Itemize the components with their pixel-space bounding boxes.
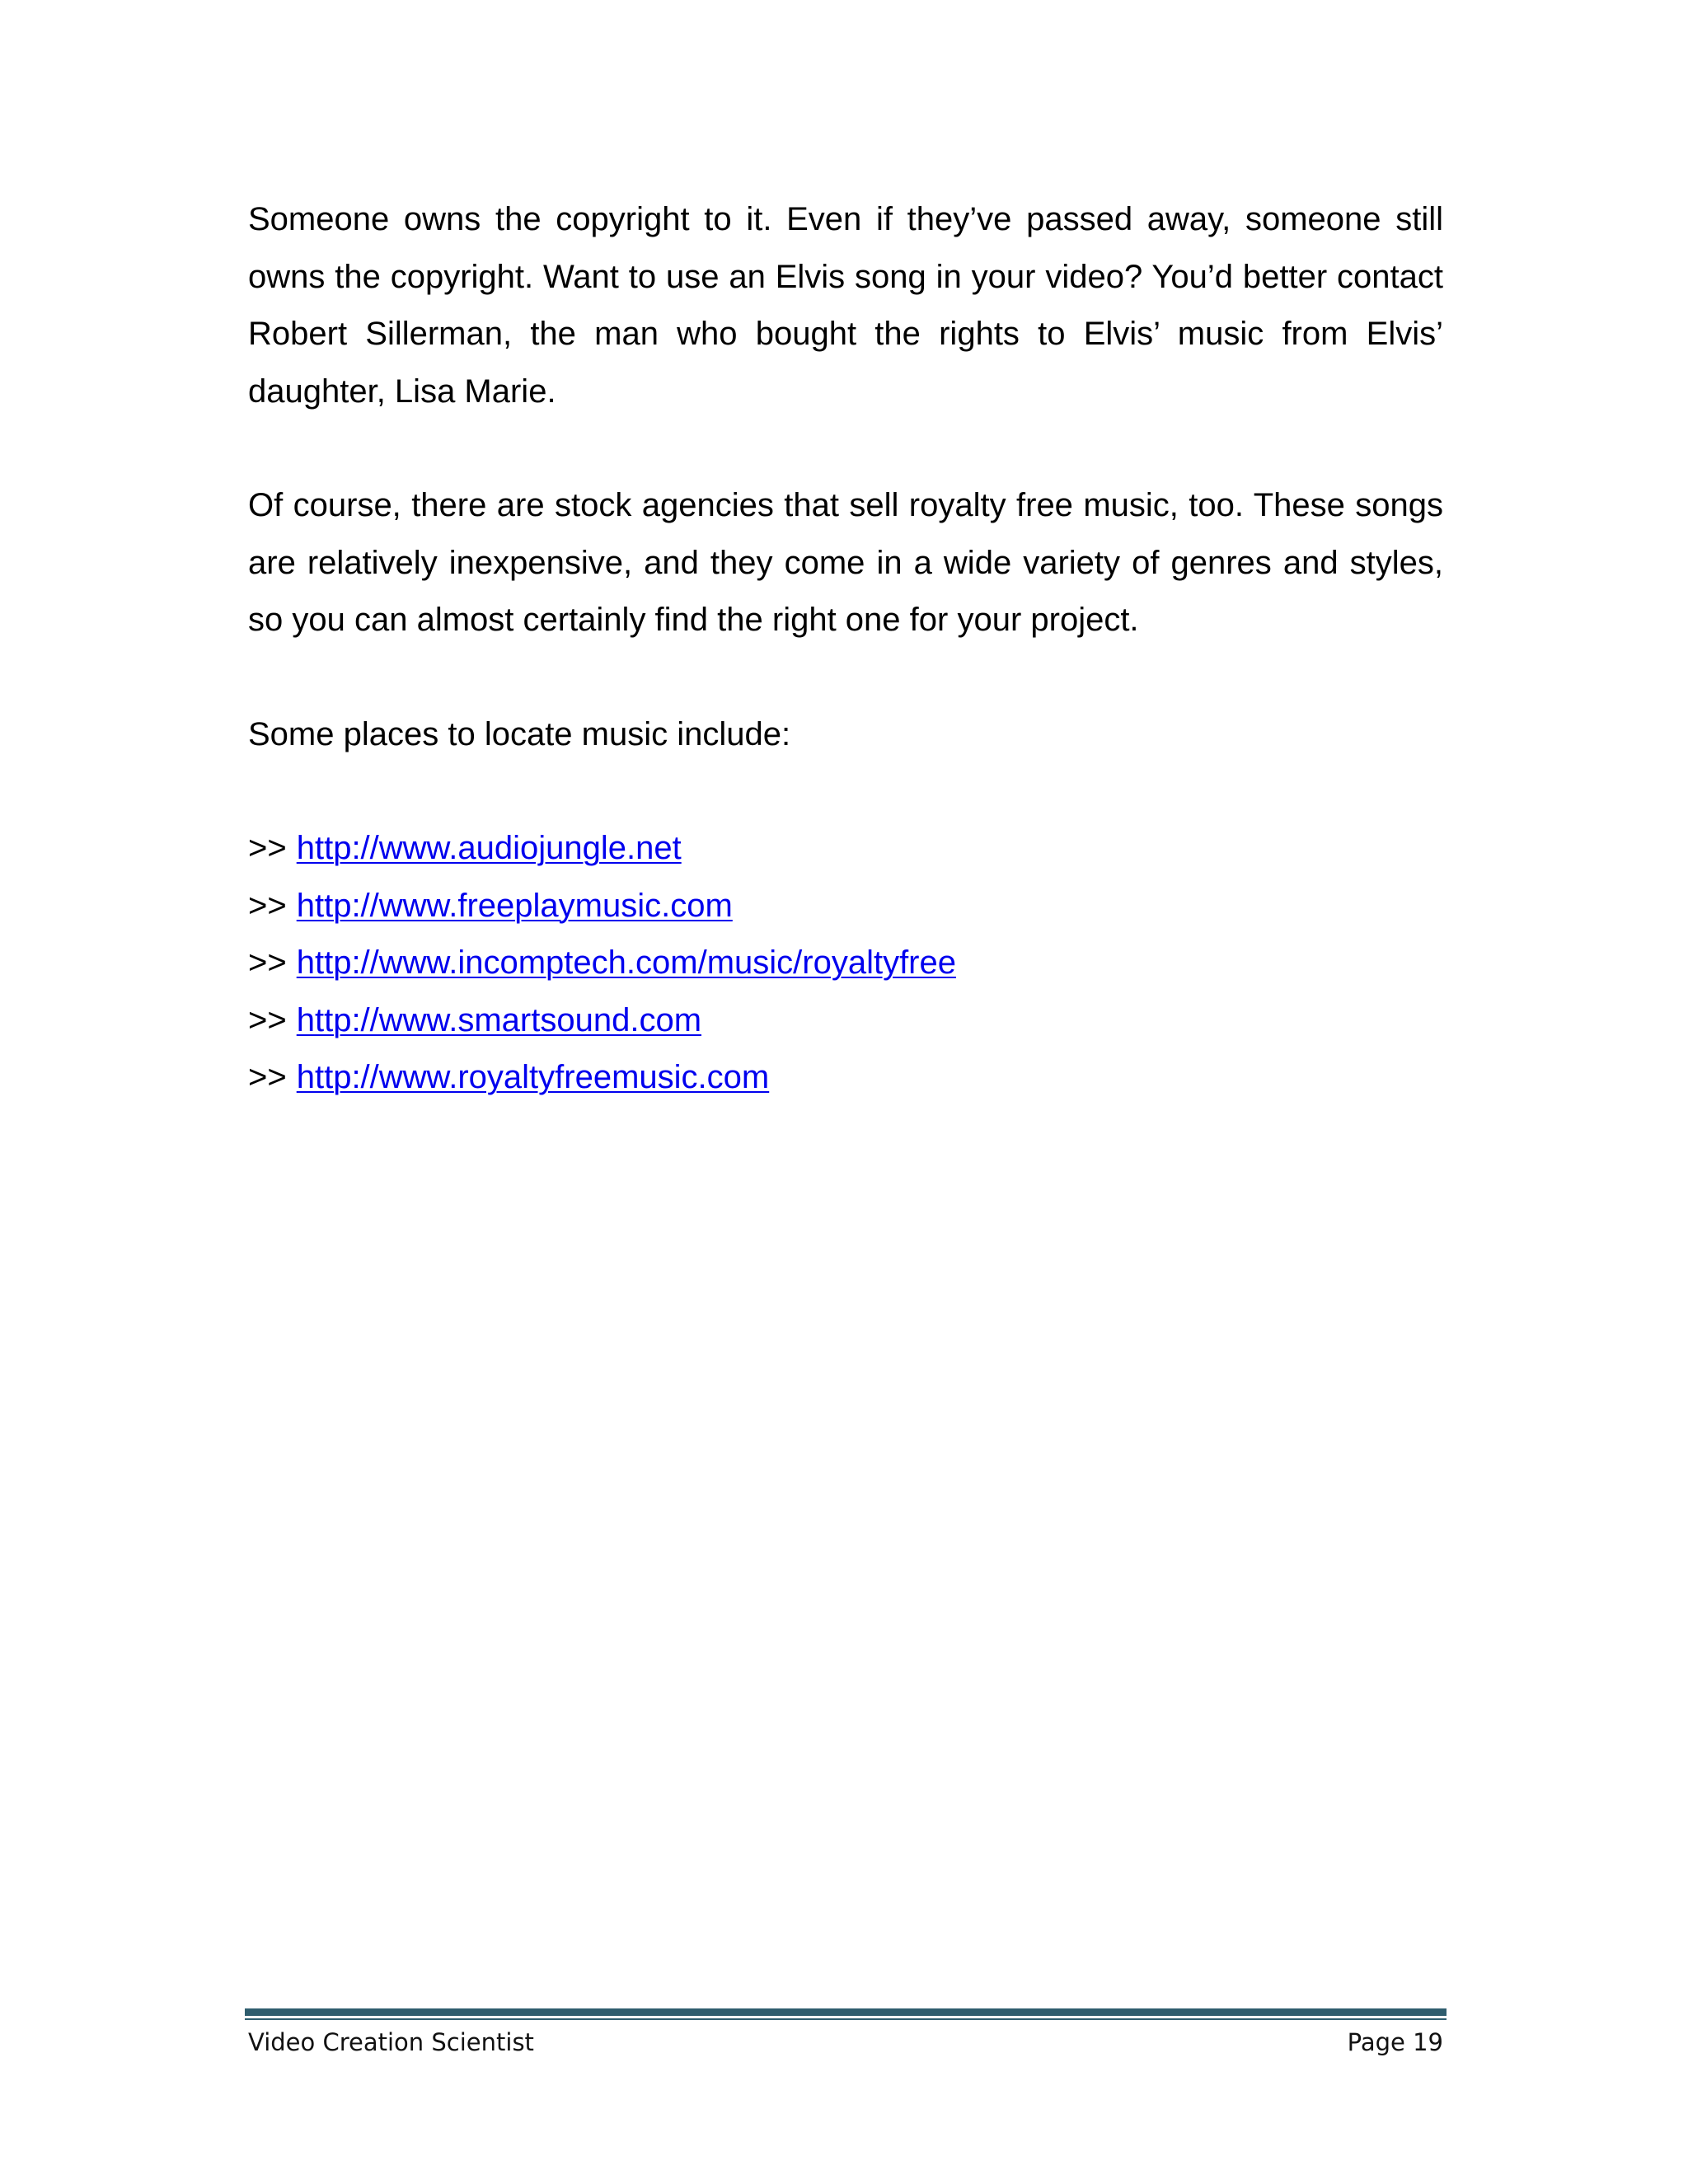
link-royaltyfreemusic[interactable]: http://www.royaltyfreemusic.com (296, 1059, 770, 1095)
paragraph-copyright: Someone owns the copyright to it. Even if they’ve passed away, someone still owns the copyright. Want to use an Elvis song in your video? You’d better contact Robert Sillerman, the man who bought the rights to Elvis’ music from Elvis’ daughter, Lisa Marie. (248, 201, 1443, 410)
bullet-prefix: >> (248, 1001, 287, 1038)
link-incomptech[interactable]: http://www.incomptech.com/music/royaltyfree (296, 944, 956, 981)
footer-divider-thick (245, 2008, 1447, 2016)
link-audiojungle[interactable]: http://www.audiojungle.net (296, 830, 682, 866)
bullet-prefix: >> (248, 887, 287, 924)
page-content (248, 191, 1443, 1107)
footer-divider (245, 2008, 1447, 2020)
music-sources-intro: Some places to locate music include: (248, 715, 791, 752)
footer-page-number: Page 19 (1347, 2028, 1443, 2056)
footer-divider-thin (245, 2018, 1447, 2020)
paragraph-stock-agencies: Of course, there are stock agencies that sell royalty free music, too. These songs are relatively inexpensive, and they come in a wide variety of genres and styles, so you can almost certainly find the right one for your project. (248, 487, 1443, 638)
list-item (248, 992, 1443, 1050)
link-smartsound[interactable]: http://www.smartsound.com (296, 1001, 702, 1038)
footer-document-title: Video Creation Scientist (248, 2028, 534, 2056)
list-item (248, 820, 1443, 878)
music-sources-list (248, 820, 1443, 1107)
link-freeplaymusic[interactable]: http://www.freeplaymusic.com (296, 887, 733, 924)
bullet-prefix: >> (248, 944, 287, 981)
list-item (248, 878, 1443, 935)
list-item (248, 1049, 1443, 1107)
page-footer (248, 2026, 1443, 2059)
bullet-prefix: >> (248, 830, 287, 866)
list-item (248, 935, 1443, 992)
bullet-prefix: >> (248, 1059, 287, 1095)
